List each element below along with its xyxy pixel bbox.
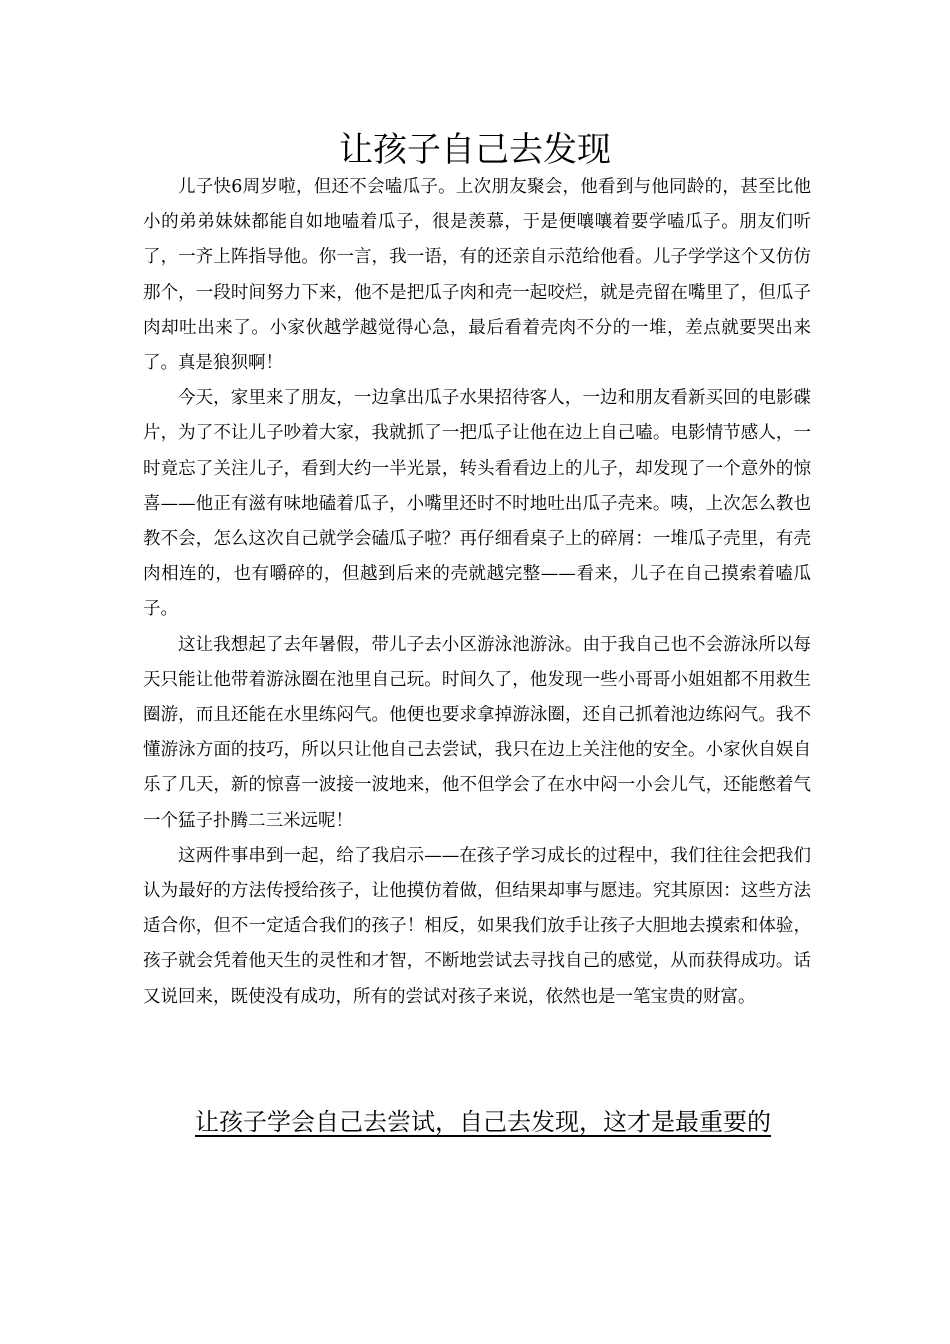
paragraph: 这让我想起了去年暑假，带儿子去小区游泳池游泳。由于我自己也不会游泳所以每天只能让他带着游泳圈在池里自己玩。时间久了，他发现一些小哥哥小姐姐都不用救生圈游，而且还能在水里练闷气。他便也要求拿掉游泳圈，还自己抓着池边练闷气。我不懂游泳方面的技巧，所以只让他自己去尝试，我只在边上关注他的安全。小家伙自娱自乐了几天，新的惊喜一波接一波地来，他不但学会了在水中闷一小会儿气，还能憋着气一个猛子扑腾二三米远呢！ — [143, 634, 811, 831]
article-body — [143, 170, 811, 1015]
page-title: 让孩子自己去发现 — [339, 130, 611, 170]
paragraph: 儿子快6周岁啦，但还不会嗑瓜子。上次朋友聚会，他看到与他同龄的，甚至比他小的弟弟妹妹都能自如地嗑着瓜子，很是羡慕，于是便嚷嚷着要学嗑瓜子。朋友们听了，一齐上阵指导他。你一言，我一语，有的还亲自示范给他看。儿子学学这个又仿仿那个，一段时间努力下来，他不是把瓜子肉和壳一起咬烂，就是壳留在嘴里了，但瓜子肉却吐出来了。小家伙越学越觉得心急，最后看着壳肉不分的一堆，差点就要哭出来了。真是狼狈啊！ — [143, 177, 811, 374]
closing-statement: 让孩子学会自己去尝试，自己去发现，这才是最重要的 — [195, 1108, 771, 1136]
paragraph: 今天，家里来了朋友，一边拿出瓜子水果招待客人，一边和朋友看新买回的电影碟片，为了不让儿子吵着大家，我就抓了一把瓜子让他在边上自己嗑。电影情节感人，一时竟忘了关注儿子，看到大约一半光景，转头看看边上的儿子，却发现了一个意外的惊喜——他正有滋有味地磕着瓜子，小嘴里还时不时地吐出瓜子壳来。咦，上次怎么教也教不会，怎么这次自己就学会磕瓜子啦？再仔细看桌子上的碎屑：一堆瓜子壳里，有壳肉相连的，也有嚼碎的，但越到后来的壳就越完整——看来，儿子在自己摸索着嗑瓜子。 — [143, 388, 811, 620]
paragraph: 这两件事串到一起，给了我启示——在孩子学习成长的过程中，我们往往会把我们认为最好的方法传授给孩子，让他摸仿着做，但结果却事与愿违。究其原因：这些方法适合你，但不一定适合我们的孩子！相反，如果我们放手让孩子大胆地去摸索和体验，孩子就会凭着他天生的灵性和才智，不断地尝试去寻找自己的感觉，从而获得成功。话又说回来，既使没有成功，所有的尝试对孩子来说，依然也是一笔宝贵的财富。 — [143, 845, 811, 1007]
